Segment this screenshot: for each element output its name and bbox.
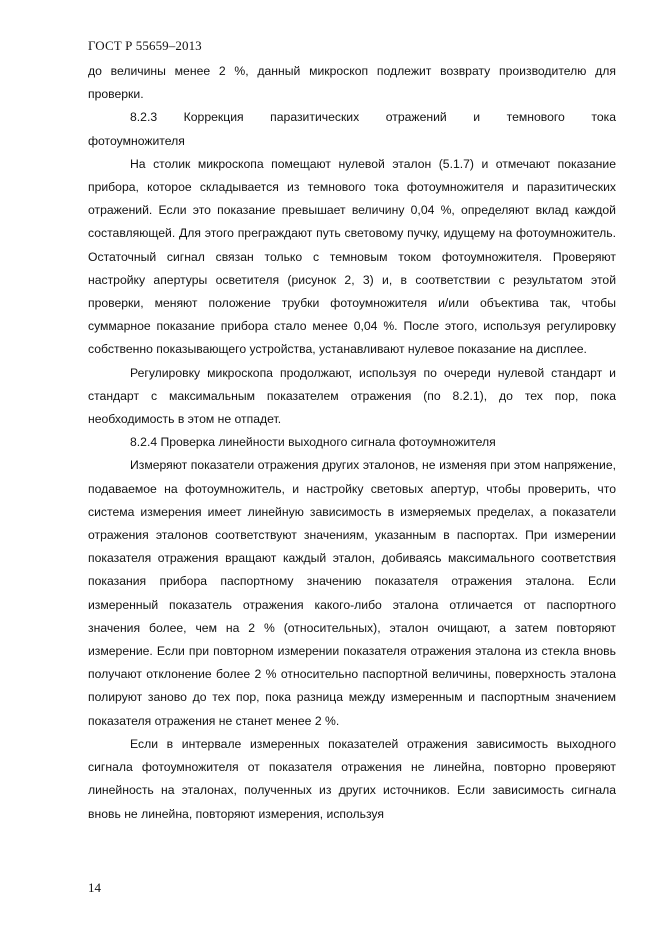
paragraph: Если в интервале измеренных показателей отражения зависимость выходного сигнала фотоумножителя от показателя отражения не линейна, повторно проверяют линейность на эталонах, полученных из других источников. Если зависимость сигнала вновь не линейна, повторяют измерения, используя (88, 736, 616, 821)
paragraph: На столик микроскопа помещают нулевой эталон (5.1.7) и отмечают показание прибора, которое складывается из темнового тока фотоумножителя и паразитических отражений. Если это показание превышает величину 0,04 %, определяют вклад каждой составляющей. Для этого преграждают путь световому пучку, идущему на фотоумножитель. Остаточный сигнал связан только с темновым током фотоумножителя. Проверяют настройку апертуры осветителя (рисунок 2, 3) и, в соответствии с результатом этой проверки, меняют положение трубки фотоумножителя и/или объектива так, чтобы суммарное показание прибора стало менее 0,04 %. После этого, используя регулировку собственно показывающего устройства, устанавливают нулевое показание на дисплее. (88, 156, 616, 357)
paragraph: Регулировку микроскопа продолжают, используя по очереди нулевой стандарт и стандарт с максимальным показателем отражения (по 8.2.1), до тех пор, пока необходимость в этом не отпадет. (88, 365, 616, 427)
section-heading-8-2-4: 8.2.4 Проверка линейности выходного сигнала фотоумножителя (130, 435, 496, 450)
paragraph: Измеряют показатели отражения других эталонов, не изменяя при этом напряжение, подаваемое на фотоумножитель, и настройку световых апертур, чтобы проверить, что система измерения имеет линейную зависимость в измеряемых пределах, а показатели отражения эталонов соответствуют значениям, указанным в паспортах. При измерении показателя отражения вращают каждый эталон, добиваясь максимального соответствия показания прибора паспортному значению показателя отражения эталона. Если измеренный показатель отражения какого-либо эталона отличается от паспортного значения более, чем на 2 % (относительных), эталон очищают, а затем повторяют измерение. Если при повторном измерении показателя отражения эталона из стекла вновь получают отклонение более 2 % относительно паспортной величины, поверхность эталона полируют заново до тех пор, пока разница между измеренным и паспортным значением показателя отражения не станет менее 2 %. (88, 458, 616, 728)
paragraph-continuation: до величины менее 2 %, данный микроскоп подлежит возврату производителю для проверки. (88, 64, 616, 102)
page-number: 14 (88, 880, 101, 895)
section-heading-8-2-3-continuation: фотоумножителя (88, 133, 185, 148)
page-content (88, 60, 616, 826)
section-heading-8-2-3: 8.2.3 Коррекция паразитических отражений и темнового тока (130, 110, 616, 125)
page-header: ГОСТ Р 55659–2013 (88, 38, 202, 53)
